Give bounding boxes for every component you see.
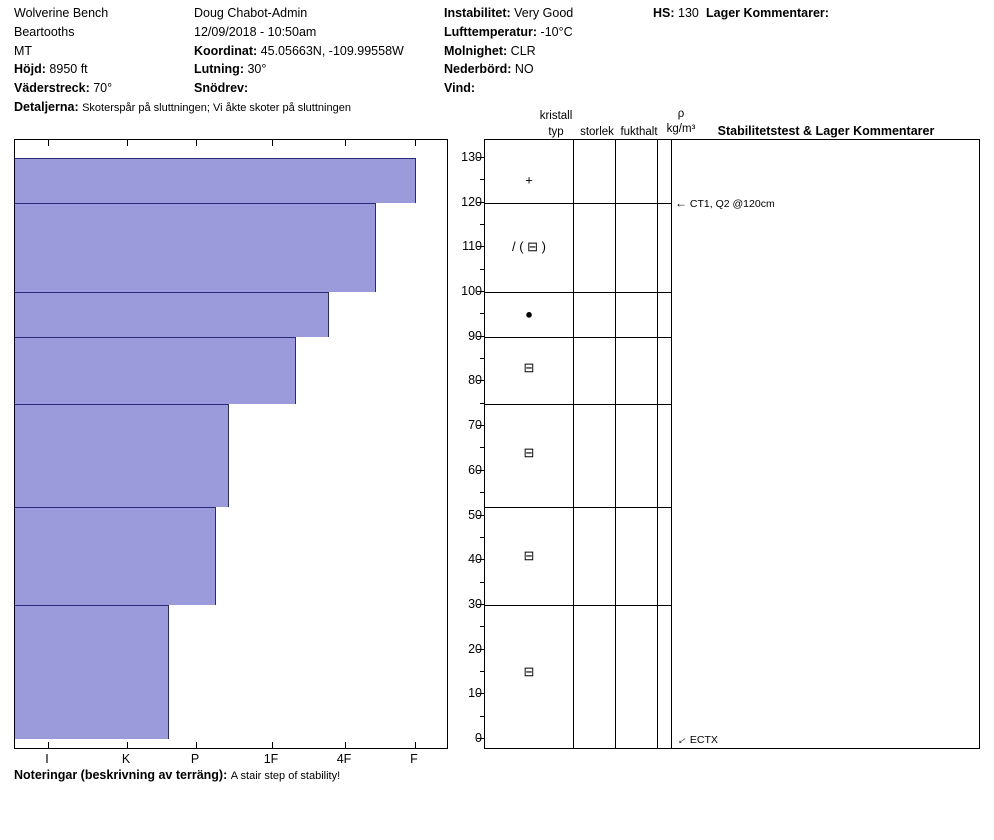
elevation-field (14, 63, 88, 76)
layer-comments-header (706, 7, 829, 20)
observation-header (14, 4, 980, 112)
depth-tick-label: 60 (468, 462, 482, 477)
precipitation-value: NO (514, 62, 534, 76)
snow-drift-label: Snödrev: (194, 81, 249, 95)
slope-angle-label: Lutning: (194, 62, 244, 76)
air-temperature-label: Lufttemperatur: (444, 25, 538, 39)
details-value: Skoterspår på sluttningen; Vi åkte skoter på sluttningen (82, 102, 351, 114)
column-divider-moisture (657, 140, 658, 748)
precipitation-field (444, 63, 534, 76)
instability-label: Instabilitet: (444, 6, 511, 20)
hardness-scale-label: P (190, 752, 200, 766)
hardness-tick-top (345, 140, 346, 146)
hardness-tick-top (415, 140, 416, 146)
hardness-tick-top (127, 140, 128, 146)
aspect-value: 70° (93, 81, 113, 95)
coordinates-field (194, 45, 404, 58)
column-divider-density (671, 140, 672, 748)
details-field (14, 101, 351, 115)
depth-tick-label: 130 (461, 149, 482, 164)
snow-height-value: 130 (678, 6, 699, 20)
hardness-scale-label: K (121, 752, 131, 766)
grain-type-symbol: ⊟ (523, 664, 535, 679)
grain-and-stability-table (484, 139, 980, 749)
slope-angle-value: 30° (247, 62, 267, 76)
wind-label: Vind: (444, 81, 476, 95)
column-divider-size (615, 140, 616, 748)
hardness-layer-bar (15, 292, 329, 337)
depth-tick-label: 50 (468, 507, 482, 522)
hardness-layer-bar (15, 404, 229, 507)
depth-tick-label: 120 (461, 194, 482, 209)
coordinates-label: Koordinat: (194, 44, 258, 58)
slope-angle-field (194, 63, 266, 76)
depth-tick-label: 80 (468, 373, 482, 388)
hardness-layer-bar (15, 158, 416, 203)
grain-type-symbol: ● (525, 306, 533, 322)
hardness-layer-bar (15, 337, 296, 404)
layer-comments-label: Lager Kommentarer: (706, 6, 829, 20)
crystal-header-label: kristall (539, 110, 573, 122)
density-symbol-label: ρ (677, 108, 685, 120)
hardness-layer-bar (15, 507, 216, 605)
grain-type-symbol: ⊟ (523, 547, 535, 563)
mountain-range: Beartooths (14, 25, 75, 39)
precipitation-label: Nederbörd: (444, 62, 512, 76)
hardness-layer-bar (15, 203, 376, 292)
hardness-scale-label: 4F (336, 752, 352, 766)
snow-height-field (653, 7, 699, 20)
crystal-size-label: storlek (580, 126, 614, 138)
stability-column-title: Stabilitetstest & Lager Kommentarer (717, 124, 935, 138)
aspect-label: Väderstreck: (14, 81, 90, 95)
grain-table-header (484, 110, 980, 140)
hardness-tick-top (48, 140, 49, 146)
details-label: Detaljerna: (14, 100, 79, 114)
grain-type-symbol: / ( ⊟ ) (512, 239, 546, 255)
layer-boundary-line (485, 404, 671, 405)
hardness-tick-bottom (127, 742, 128, 748)
cloud-cover-field (444, 45, 536, 58)
hardness-scale-label: 1F (263, 752, 279, 766)
depth-tick-label: 20 (468, 641, 482, 656)
depth-tick-label: 10 (468, 686, 482, 701)
layer-boundary-line (485, 203, 671, 204)
terrain-notes (14, 768, 340, 782)
observer-name: Doug Chabot-Admin (194, 6, 308, 20)
hardness-tick-bottom (272, 742, 273, 748)
density-units-label: kg/m³ (666, 123, 696, 135)
terrain-notes-label: Noteringar (beskrivning av terräng): (14, 768, 228, 782)
layer-boundary-line (485, 337, 671, 338)
elevation-value: 8950 ft (49, 62, 88, 76)
stability-test-result: ← CT1, Q2 @120cm (675, 195, 775, 210)
depth-tick-label: 40 (468, 552, 482, 567)
hardness-layer-bar (15, 605, 169, 739)
depth-tick-label: 30 (468, 596, 482, 611)
snow-drift-field (194, 82, 248, 95)
air-temperature-field (444, 26, 573, 39)
depth-tick-label: 110 (462, 239, 482, 254)
hardness-tick-bottom (345, 742, 346, 748)
instability-field (444, 7, 573, 20)
depth-axis (448, 139, 484, 749)
grain-type-symbol: ⊟ (523, 360, 535, 375)
hardness-tick-top (196, 140, 197, 146)
terrain-notes-value: A stair step of stability! (230, 770, 341, 782)
layer-boundary-line (485, 292, 671, 293)
observation-datetime: 12/09/2018 - 10:50am (194, 25, 317, 39)
hardness-tick-bottom (415, 742, 416, 748)
grain-type-symbol: ⊟ (523, 444, 535, 460)
wind-field (444, 82, 475, 95)
grain-type-symbol: + (525, 172, 533, 188)
hardness-tick-bottom (48, 742, 49, 748)
hardness-tick-bottom (196, 742, 197, 748)
hardness-scale-label: F (410, 752, 418, 766)
moisture-label: fukthalt (620, 126, 658, 138)
hardness-scale-label: I (45, 752, 49, 766)
layer-boundary-line (485, 605, 671, 606)
elevation-label: Höjd: (14, 62, 46, 76)
instability-value: Very Good (514, 6, 574, 20)
hardness-tick-top (272, 140, 273, 146)
snow-height-label: HS: (653, 6, 675, 20)
state: MT (14, 44, 33, 58)
depth-tick-label: 100 (461, 284, 482, 298)
aspect-field (14, 82, 112, 95)
depth-tick-label: 0 (475, 731, 482, 746)
air-temperature-value: -10°C (540, 25, 573, 39)
crystal-type-label: typ (548, 126, 564, 138)
hardness-profile-plot (14, 139, 448, 749)
layer-boundary-line (485, 507, 671, 508)
depth-tick-label: 90 (468, 328, 482, 343)
location-name: Wolverine Bench (14, 6, 109, 20)
cloud-cover-label: Molnighet: (444, 44, 508, 58)
cloud-cover-value: CLR (510, 44, 536, 58)
stability-test-result: ← ECTX (672, 729, 718, 749)
column-divider-type (573, 140, 574, 748)
coordinates-value: 45.05663N, -109.99558W (260, 44, 404, 58)
depth-tick-label: 70 (468, 418, 482, 433)
